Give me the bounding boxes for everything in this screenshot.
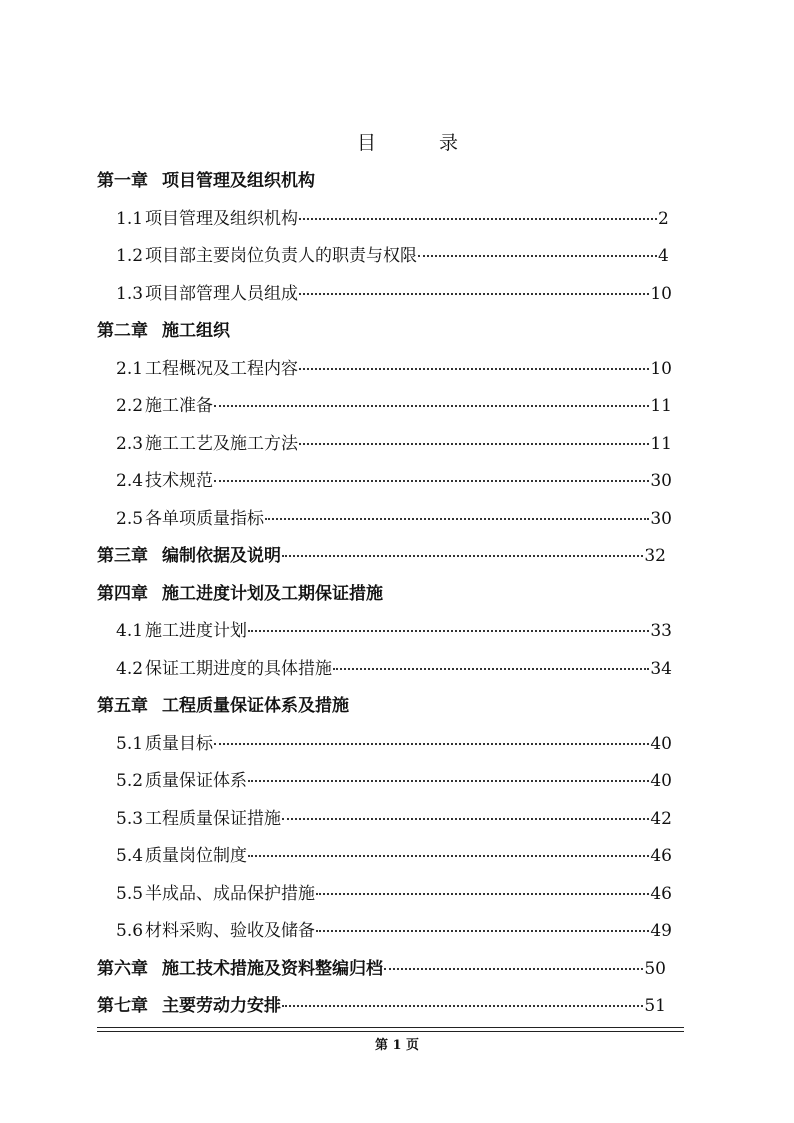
toc-entry-title: 施工准备: [145, 396, 214, 416]
toc-section-entry[interactable]: [116, 881, 672, 907]
toc-entry-page: 4: [658, 246, 669, 266]
toc-entry-title: 各单项质量指标: [145, 508, 265, 529]
toc-entry-number: 2.5: [116, 508, 144, 529]
toc-entry-title: 工程概况及工程内容: [145, 358, 299, 379]
toc-entry-number: 5.4: [116, 846, 144, 866]
toc-entry-number: 5.3: [116, 808, 144, 829]
toc-entry-number: 第二章: [97, 321, 148, 341]
toc-entry-title: 项目部主要岗位负责人的职责与权限: [145, 246, 418, 266]
toc-entry-number: 第五章: [97, 696, 148, 716]
toc-entry-number: 2.1: [116, 358, 144, 379]
toc-entry-title: 施工组织: [162, 321, 230, 341]
toc-entry-number: 4.2: [116, 658, 144, 679]
toc-entry-title: 项目部管理人员组成: [145, 283, 299, 304]
dot-leader: [248, 629, 649, 632]
dot-leader: [282, 554, 643, 557]
toc-entry-title: 质量目标: [145, 733, 214, 754]
toc-section-entry[interactable]: [116, 506, 672, 532]
toc-section-entry[interactable]: [116, 843, 672, 869]
toc-entry-title: 质量岗位制度: [145, 846, 248, 866]
toc-section-entry[interactable]: [116, 393, 672, 419]
dot-leader: [299, 367, 649, 370]
dot-leader: [214, 479, 649, 482]
toc-section-entry[interactable]: [116, 768, 672, 794]
toc-entry-number: 2.4: [116, 471, 144, 491]
dot-leader: [214, 404, 649, 407]
toc-chapter-entry[interactable]: [97, 543, 666, 569]
toc-entry-number: 5.1: [116, 733, 144, 754]
dot-leader: [316, 929, 649, 932]
title-char-2: 录: [439, 132, 459, 154]
toc-section-entry[interactable]: [116, 656, 672, 682]
dot-leader: [418, 254, 657, 257]
toc-entry-title: 施工技术措施及资料整编归档: [162, 958, 383, 979]
toc-entry-number: 4.1: [116, 621, 144, 641]
toc-section-entry[interactable]: [116, 243, 672, 269]
toc-entry-number: 第六章: [97, 958, 148, 979]
toc-entry-page: 32: [644, 546, 666, 566]
toc-entry-number: 1.1: [116, 208, 144, 229]
toc-entry-number: 5.5: [116, 883, 144, 904]
toc-entry-number: 2.3: [116, 433, 144, 454]
toc-entry-page: 34: [650, 658, 672, 679]
dot-leader: [384, 967, 643, 970]
footer-rule-top: [97, 1027, 684, 1028]
toc-section-entry[interactable]: [116, 356, 672, 382]
toc-entry-page: 50: [644, 958, 666, 979]
footer-rule-bottom: [97, 1031, 684, 1032]
toc-entry-page: 2: [658, 208, 669, 229]
toc-entry-number: 第七章: [97, 996, 148, 1016]
toc-entry-title: 半成品、成品保护措施: [145, 883, 316, 904]
toc-entry-number: 1.2: [116, 246, 144, 266]
toc-chapter-entry[interactable]: [97, 956, 666, 982]
toc-entry-title: 编制依据及说明: [162, 546, 281, 566]
toc-entry-title: 工程质量保证措施: [145, 808, 282, 829]
toc-entry-page: 49: [650, 921, 672, 941]
toc-entry-title: 施工进度计划及工期保证措施: [162, 583, 383, 604]
dot-leader: [248, 779, 649, 782]
toc-entry-page: 33: [650, 621, 672, 641]
toc-entry-page: 30: [650, 471, 672, 491]
dot-leader: [282, 817, 649, 820]
toc-section-entry[interactable]: [116, 431, 672, 457]
toc-entry-number: 第四章: [97, 583, 148, 604]
toc-entry-number: 1.3: [116, 283, 144, 304]
toc-entry-title: 项目管理及组织机构: [145, 208, 299, 229]
dot-leader: [265, 517, 649, 520]
toc-entry-page: 30: [650, 508, 672, 529]
toc-chapter-entry[interactable]: [97, 993, 666, 1019]
toc-entry-page: 46: [650, 883, 672, 904]
dot-leader: [333, 667, 649, 670]
toc-entry-title: 保证工期进度的具体措施: [145, 658, 333, 679]
toc-section-entry[interactable]: [116, 206, 672, 232]
dot-leader: [299, 442, 649, 445]
dot-leader: [316, 892, 649, 895]
toc-entry-page: 10: [650, 358, 672, 379]
toc-section-entry[interactable]: [116, 468, 672, 494]
toc-chapter-entry[interactable]: [97, 693, 597, 719]
toc-section-entry[interactable]: [116, 281, 672, 307]
dot-leader: [299, 217, 657, 220]
page-number-footer: 第 1 页: [374, 1038, 420, 1053]
toc-entry-title: 施工工艺及施工方法: [145, 433, 299, 454]
toc-section-entry[interactable]: [116, 918, 672, 944]
toc-section-entry[interactable]: [116, 731, 672, 757]
toc-entry-page: 40: [650, 771, 672, 791]
dot-leader: [214, 742, 649, 745]
toc-entry-page: 11: [650, 396, 672, 416]
toc-entry-number: 5.2: [116, 771, 144, 791]
toc-entry-title: 材料采购、验收及储备: [145, 921, 316, 941]
toc-entry-page: 10: [650, 283, 672, 304]
title-char-1: 目: [357, 132, 377, 154]
toc-section-entry[interactable]: [116, 618, 672, 644]
toc-entry-page: 40: [650, 733, 672, 754]
toc-entry-page: 42: [650, 808, 672, 829]
toc-chapter-entry[interactable]: [97, 318, 597, 344]
toc-chapter-entry[interactable]: [97, 168, 597, 194]
toc-chapter-entry[interactable]: [97, 581, 597, 607]
toc-entry-title: 工程质量保证体系及措施: [162, 696, 349, 716]
dot-leader: [248, 854, 649, 857]
toc-entry-page: 51: [644, 996, 666, 1016]
toc-entry-number: 5.6: [116, 921, 144, 941]
toc-entry-page: 11: [650, 433, 672, 454]
toc-entry-page: 46: [650, 846, 672, 866]
toc-entry-number: 第三章: [97, 546, 148, 566]
toc-entry-title: 质量保证体系: [145, 771, 248, 791]
toc-section-entry[interactable]: [116, 806, 672, 832]
toc-entry-title: 技术规范: [145, 471, 214, 491]
toc-entry-number: 2.2: [116, 396, 144, 416]
toc-entry-title: 主要劳动力安排: [162, 996, 281, 1016]
dot-leader: [299, 292, 649, 295]
toc-entry-number: 第一章: [97, 171, 148, 191]
dot-leader: [282, 1004, 643, 1007]
toc-entry-title: 项目管理及组织机构: [162, 171, 315, 191]
toc-entry-title: 施工进度计划: [145, 621, 248, 641]
